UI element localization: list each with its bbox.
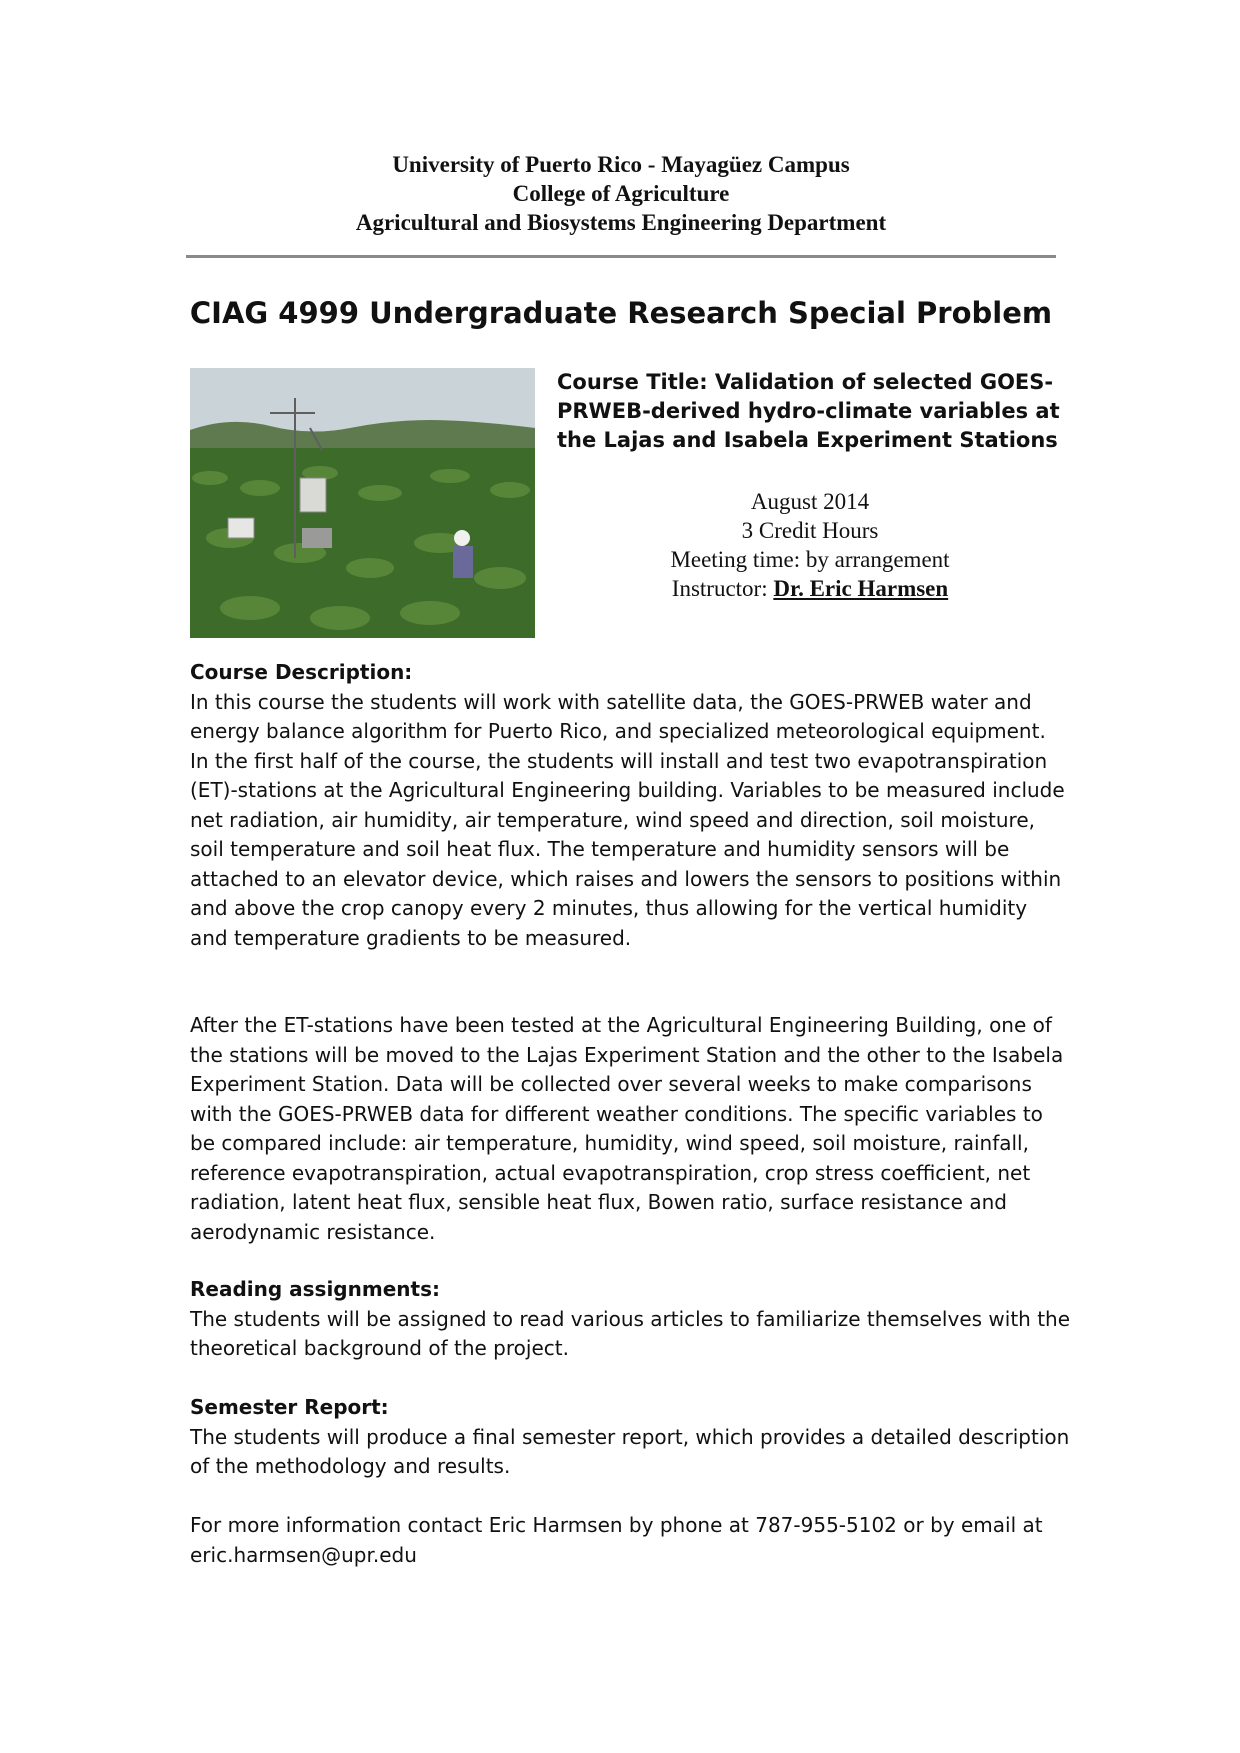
contact-info: For more information contact Eric Harmsen by phone at 787-955-5102 or by email at eric.harmsen@upr.edu	[190, 1513, 1043, 1567]
course-description-paragraph-2-block	[190, 1011, 1070, 1247]
course-description-section	[190, 658, 1070, 953]
instructor-name: Dr. Eric Harmsen	[773, 576, 949, 601]
page-title: CIAG 4999 Undergraduate Research Special Problem	[189, 296, 1053, 330]
reading-assignments-text: The students will be assigned to read various articles to familiarize themselves with the theoretical background of the project.	[190, 1306, 1071, 1360]
course-description-heading: Course Description:	[190, 660, 413, 684]
course-description-paragraph-1: In this course the students will work with satellite data, the GOES-PRWEB water and energy balance algorithm for Puerto Rico, and specialized meteorological equipment. In the first half of the course, the students will install and test two evapotranspiration (ET)-stations at the Agricultural Engineering building. Variables to be measured include net radiation, air humidity, air temperature, wind speed and direction, soil moisture, soil temperature and soil heat flux. The temperature and humidity sensors will be attached to an elevator device, which raises and lowers the sensors to positions within and above the crop canopy every 2 minutes, thus allowing for the vertical humidity and temperature gradients to be measured.	[190, 689, 1065, 950]
contact-section	[190, 1511, 1070, 1570]
instructor-label: Instructor:	[671, 576, 768, 601]
course-description-paragraph-2: After the ET-stations have been tested at the Agricultural Engineering Building, one of the stations will be moved to the Lajas Experiment Station and the other to the Isabela Experiment Station. Data will be collected over several weeks to make comparisons with the GOES-PRWEB data for different weather conditions. The specific variables to be compared include: air temperature, humidity, wind speed, soil moisture, rainfall, reference evapotranspiration, actual evapotranspiration, crop stress coefficient, net radiation, latent heat flux, sensible heat flux, Bowen ratio, surface resistance and aerodynamic resistance.	[190, 1013, 1064, 1244]
semester-report-text: The students will produce a final semester report, which provides a detailed description of the methodology and results.	[190, 1424, 1070, 1478]
reading-assignments-section	[190, 1275, 1070, 1364]
reading-assignments-heading: Reading assignments:	[190, 1277, 440, 1301]
instructor-line	[640, 574, 980, 603]
semester-report-section	[190, 1393, 1070, 1482]
field-station-photo	[190, 368, 535, 638]
course-title: Course Title: Validation of selected GOES-PRWEB-derived hydro-climate variables at the Lajas and Isabela Experiment Stations	[557, 370, 1060, 452]
semester-report-heading: Semester Report:	[190, 1395, 389, 1419]
university-name: University of Puerto Rico - Mayagüez Campus	[392, 152, 850, 177]
department-name: Agricultural and Biosystems Engineering Department	[355, 210, 887, 235]
college-name: College of Agriculture	[512, 181, 730, 206]
course-date: August 2014	[750, 489, 870, 514]
meeting-time: Meeting time: by arrangement	[670, 547, 950, 572]
credit-hours: 3 Credit Hours	[741, 518, 879, 543]
header-divider	[186, 255, 1056, 258]
institution-header	[186, 150, 1056, 237]
course-info	[640, 487, 980, 603]
